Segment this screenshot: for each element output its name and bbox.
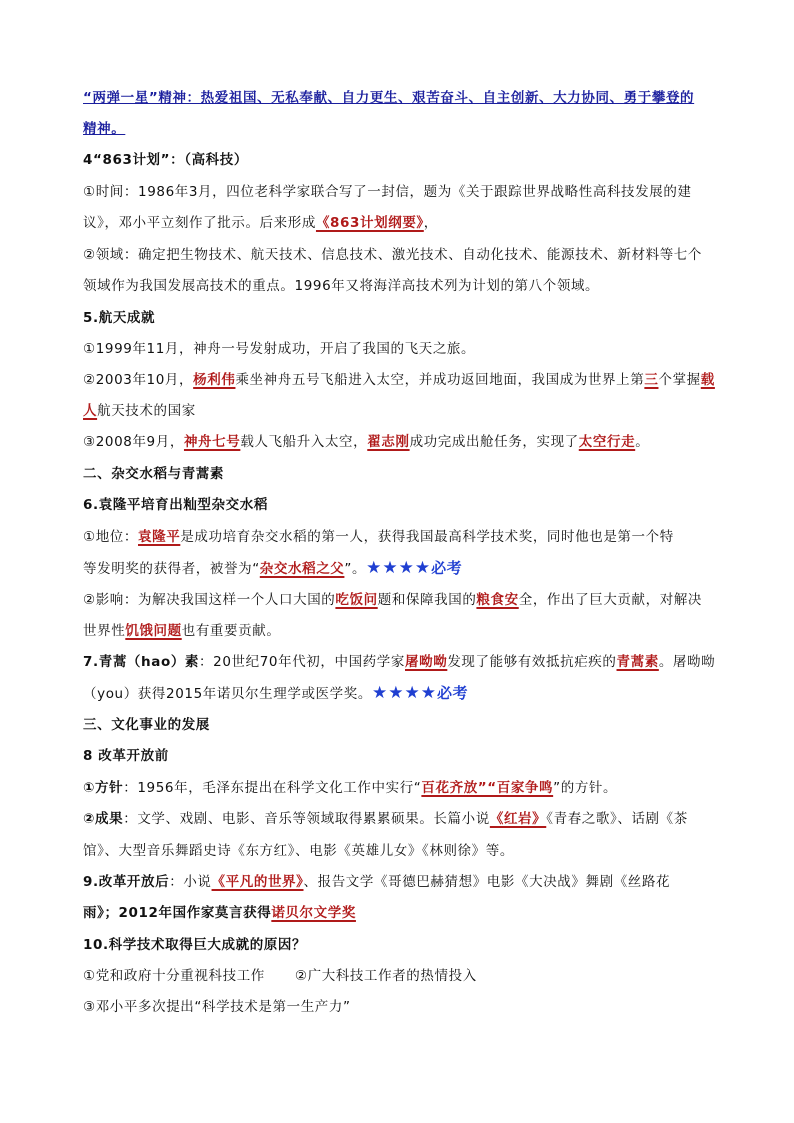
text: ”的方针。 bbox=[553, 780, 618, 796]
paragraph-line bbox=[83, 872, 723, 892]
text: ②影响：为解决我国这样一个人口大国的 bbox=[83, 592, 336, 608]
section-heading-space: 5.航天成就 bbox=[83, 310, 156, 326]
paragraph-line bbox=[83, 245, 723, 265]
subsection-heading-qinghaosu: 7.青蒿（hao）素 bbox=[83, 654, 200, 670]
text: ①地位： bbox=[83, 529, 139, 545]
text: 航天技术的国家 bbox=[97, 403, 196, 419]
text: 载人飞船升入太空， bbox=[240, 434, 368, 450]
must-test-badge: 必考 bbox=[436, 684, 469, 702]
paragraph-line bbox=[83, 841, 723, 861]
text: ：小说 bbox=[169, 874, 212, 890]
text: 议》，邓小平立刻作了批示。后来形成 bbox=[83, 215, 316, 231]
text: 全，作出了巨大贡献，对解决 bbox=[518, 592, 703, 608]
paragraph-line bbox=[83, 903, 723, 923]
text: ①时间：1986年3月，四位老科学家联合写了一封信，题为《关于跟踪世界战略性高科技发展的建 bbox=[83, 184, 692, 200]
key-term: 《红岩》 bbox=[489, 811, 547, 827]
key-term: 《平凡的世界》 bbox=[211, 874, 304, 890]
paragraph-line bbox=[83, 527, 723, 547]
text: ：文学、戏剧、电影、音乐等领域取得累累硕果。长篇小说 bbox=[123, 811, 490, 827]
key-term: 袁隆平 bbox=[138, 529, 181, 545]
key-term: 吃饭问 bbox=[335, 592, 378, 608]
liangdan-spirit-line bbox=[83, 88, 723, 108]
text: 雨》；2012年国作家莫言获得 bbox=[83, 905, 272, 921]
key-term: 杂交水稻之父 bbox=[259, 561, 345, 577]
paragraph-line bbox=[83, 809, 723, 829]
paragraph-line bbox=[83, 590, 723, 610]
paragraph-line bbox=[83, 432, 723, 452]
liangdan-spirit-line-2 bbox=[83, 119, 723, 139]
star-rating-icon: ★★★★ bbox=[366, 558, 432, 578]
paragraph-line bbox=[83, 558, 723, 579]
subsection-heading-yuan: 6.袁隆平培育出籼型杂交水稻 bbox=[83, 497, 268, 513]
text: 发现了能够有效抵抗疟疾的 bbox=[447, 654, 617, 670]
subsection-heading-reasons: 10.科学技术取得巨大成就的原因？ bbox=[83, 937, 307, 953]
subsection-heading-after-reform: 9.改革开放后 bbox=[83, 874, 170, 890]
text: ：1956年，毛泽东提出在科学文化工作中实行“ bbox=[123, 780, 422, 796]
paragraph-line bbox=[83, 182, 723, 202]
text: 成功完成出舱任务，实现了 bbox=[409, 434, 579, 450]
key-term: 饥饿问题 bbox=[125, 623, 182, 639]
reason-2: ②广大科技工作者的热情投入 bbox=[294, 968, 477, 984]
text: 《青春之歌》、话剧《茶 bbox=[546, 811, 688, 827]
text: ：20世纪70年代初，中国药学家 bbox=[199, 654, 405, 670]
paragraph-line bbox=[83, 370, 723, 390]
section-heading-rice: 二、杂交水稻与青蒿素 bbox=[83, 466, 224, 482]
paragraph-line bbox=[83, 621, 723, 641]
text: 、报告文学《哥德巴赫猜想》电影《大决战》舞剧《丝路花 bbox=[303, 874, 671, 890]
key-term: 翟志刚 bbox=[367, 434, 410, 450]
text: 。 bbox=[635, 434, 650, 450]
reason-3: ③邓小平多次提出“科学技术是第一生产力” bbox=[83, 999, 351, 1015]
text: 世界性 bbox=[83, 623, 126, 639]
text: ①1999年11月，神舟一号发射成功，开启了我国的飞天之旅。 bbox=[83, 341, 476, 357]
label: ①方针 bbox=[83, 780, 124, 796]
paragraph-line bbox=[83, 213, 723, 233]
label: ②成果 bbox=[83, 811, 124, 827]
text: 是成功培育杂交水稻的第一人，获得我国最高科学技术奖，同时他也是第一个特 bbox=[180, 529, 674, 545]
key-term: 杨利伟 bbox=[193, 372, 236, 388]
text: （you）获得2015年诺贝尔生理学或医学奖。 bbox=[83, 686, 372, 702]
text: ③2008年9月， bbox=[83, 434, 184, 450]
text: 等发明奖的获得者，被誉为“ bbox=[83, 561, 260, 577]
text: ”。 bbox=[344, 561, 367, 577]
text: 也有重要贡献。 bbox=[181, 623, 281, 639]
text: ②领域：确定把生物技术、航天技术、信息技术、激光技术、自动化技术、能源技术、新材料等七个 bbox=[83, 247, 703, 263]
key-term: 青蒿素 bbox=[616, 654, 659, 670]
text: 题和保障我国的 bbox=[377, 592, 477, 608]
text: ， bbox=[423, 215, 438, 231]
text: ②2003年10月， bbox=[83, 372, 194, 388]
key-term: 屠呦呦 bbox=[405, 654, 448, 670]
paragraph-line bbox=[83, 339, 723, 359]
liangdan-spirit-text: “两弹一星”精神：热爱祖国、无私奉献、自力更生、艰苦奋斗、自主创新、大力协同、勇于攀登的 bbox=[83, 90, 695, 106]
reason-1: ①党和政府十分重视科技工作 bbox=[83, 968, 265, 984]
must-test-badge: 必考 bbox=[431, 559, 463, 577]
key-term: 百花齐放”“百家争鸣 bbox=[421, 780, 554, 796]
paragraph-line bbox=[83, 401, 723, 421]
key-term: 太空行走 bbox=[578, 434, 636, 450]
subsection-heading-before-reform: 8 改革开放前 bbox=[83, 748, 169, 764]
star-rating-icon: ★★★★ bbox=[371, 683, 437, 703]
key-term: 三 bbox=[644, 372, 659, 388]
section-heading-culture: 三、文化事业的发展 bbox=[83, 717, 210, 733]
paragraph-line bbox=[83, 683, 723, 704]
text: 。屠呦呦 bbox=[658, 654, 716, 670]
paragraph-line bbox=[83, 966, 723, 986]
paragraph-line bbox=[83, 276, 723, 296]
text: 领域作为我国发展高技术的重点。1996年又将海洋高技术列为计划的第八个领域。 bbox=[83, 278, 600, 294]
text: 乘坐神舟五号飞船进入太空，并成功返回地面，我国成为世界上第 bbox=[235, 372, 645, 388]
text: 个掌握 bbox=[658, 372, 701, 388]
liangdan-spirit-text-end: 精神。 bbox=[83, 121, 126, 137]
paragraph-line bbox=[83, 997, 723, 1017]
key-term: 《863计划纲要》 bbox=[315, 215, 424, 231]
key-term: 载 bbox=[700, 372, 715, 388]
paragraph-line bbox=[83, 778, 723, 798]
key-term: 粮食安 bbox=[476, 592, 519, 608]
key-term: 人 bbox=[83, 403, 98, 419]
key-term: 诺贝尔文学奖 bbox=[271, 905, 356, 921]
paragraph-line bbox=[83, 652, 723, 672]
key-term: 神舟七号 bbox=[183, 434, 241, 450]
text: 馆》、大型音乐舞蹈史诗《东方红》、电影《英雄儿女》《林则徐》等。 bbox=[83, 843, 514, 859]
section-heading-863: 4“863计划”：（高科技） bbox=[83, 152, 248, 168]
